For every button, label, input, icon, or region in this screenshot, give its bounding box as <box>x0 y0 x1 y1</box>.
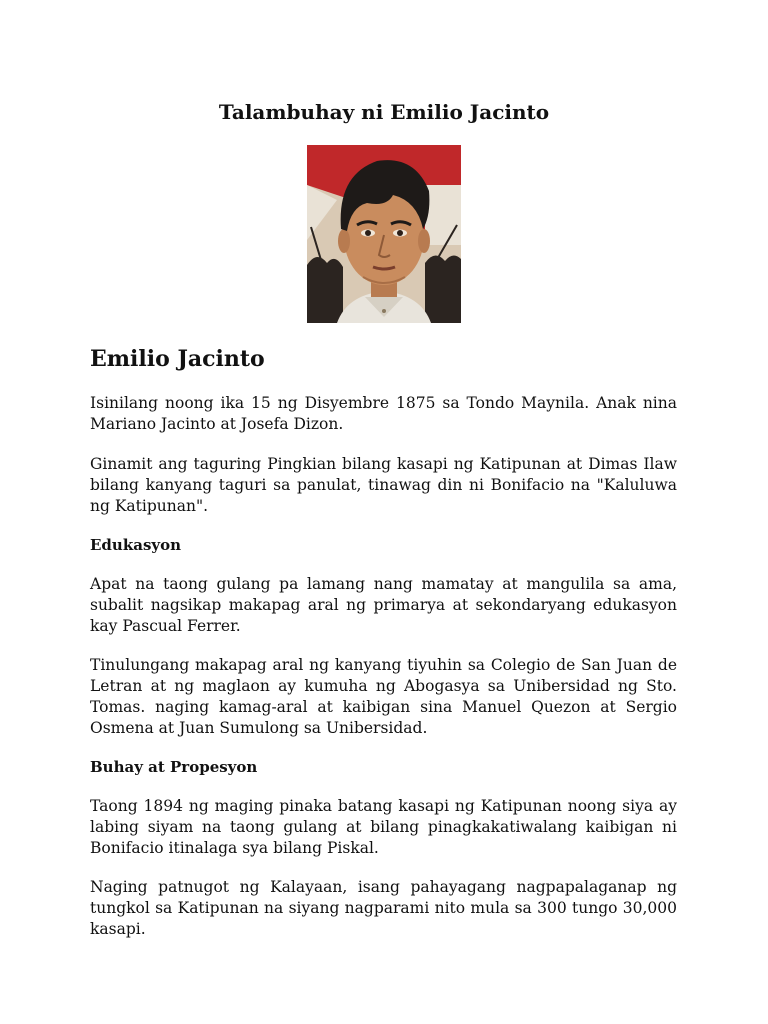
subheading-education: Edukasyon <box>90 536 182 554</box>
portrait-illustration <box>307 145 461 323</box>
paragraph-early-education: Apat na taong gulang pa lamang nang mamatay at mangulila sa ama, subalit nagsikap makapag aral ng primarya at sekondaryang edukasyon kay Pascual Ferrer. <box>90 575 677 635</box>
subheading-career: Buhay at Propesyon <box>90 758 258 776</box>
paragraph-katipunan-join: Taong 1894 ng maging pinaka batang kasapi ng Katipunan noong siya ay labing siyam na taong gulang at bilang pinagkakatiwalang kaibigan ni Bonifacio itinalaga sya bilang Piskal. <box>90 797 677 857</box>
paragraph-pseudonyms: Ginamit ang taguring Pingkian bilang kasapi ng Katipunan at Dimas Ilaw bilang kanyang taguri sa panulat, tinawag din ni Bonifacio na "Kaluluwa ng Katipunan". <box>90 455 677 515</box>
portrait-image <box>307 145 461 323</box>
paragraph-university: Tinulungang makapag aral ng kanyang tiyuhin sa Colegio de San Juan de Letran at ng maglaon ay kumuha ng Abogasya sa Unibersidad ng Sto. Tomas. naging kamag-aral at kaibigan sina Manuel Quezon at Sergio Osmena at Juan Sumulong sa Unibersidad. <box>90 656 677 737</box>
paragraph-birth: Isinilang noong ika 15 ng Disyembre 1875 sa Tondo Maynila. Anak nina Mariano Jacinto at Josefa Dizon. <box>90 394 677 433</box>
person-name-heading: Emilio Jacinto <box>90 346 265 372</box>
paragraph-kalayaan-editor: Naging patnugot ng Kalayaan, isang pahayagang nagpapalaganap ng tungkol sa Katipunan na siyang nagparami nito mula sa 300 tungo 30,000 kasapi. <box>90 878 677 938</box>
document-title: Talambuhay ni Emilio Jacinto <box>218 100 550 124</box>
